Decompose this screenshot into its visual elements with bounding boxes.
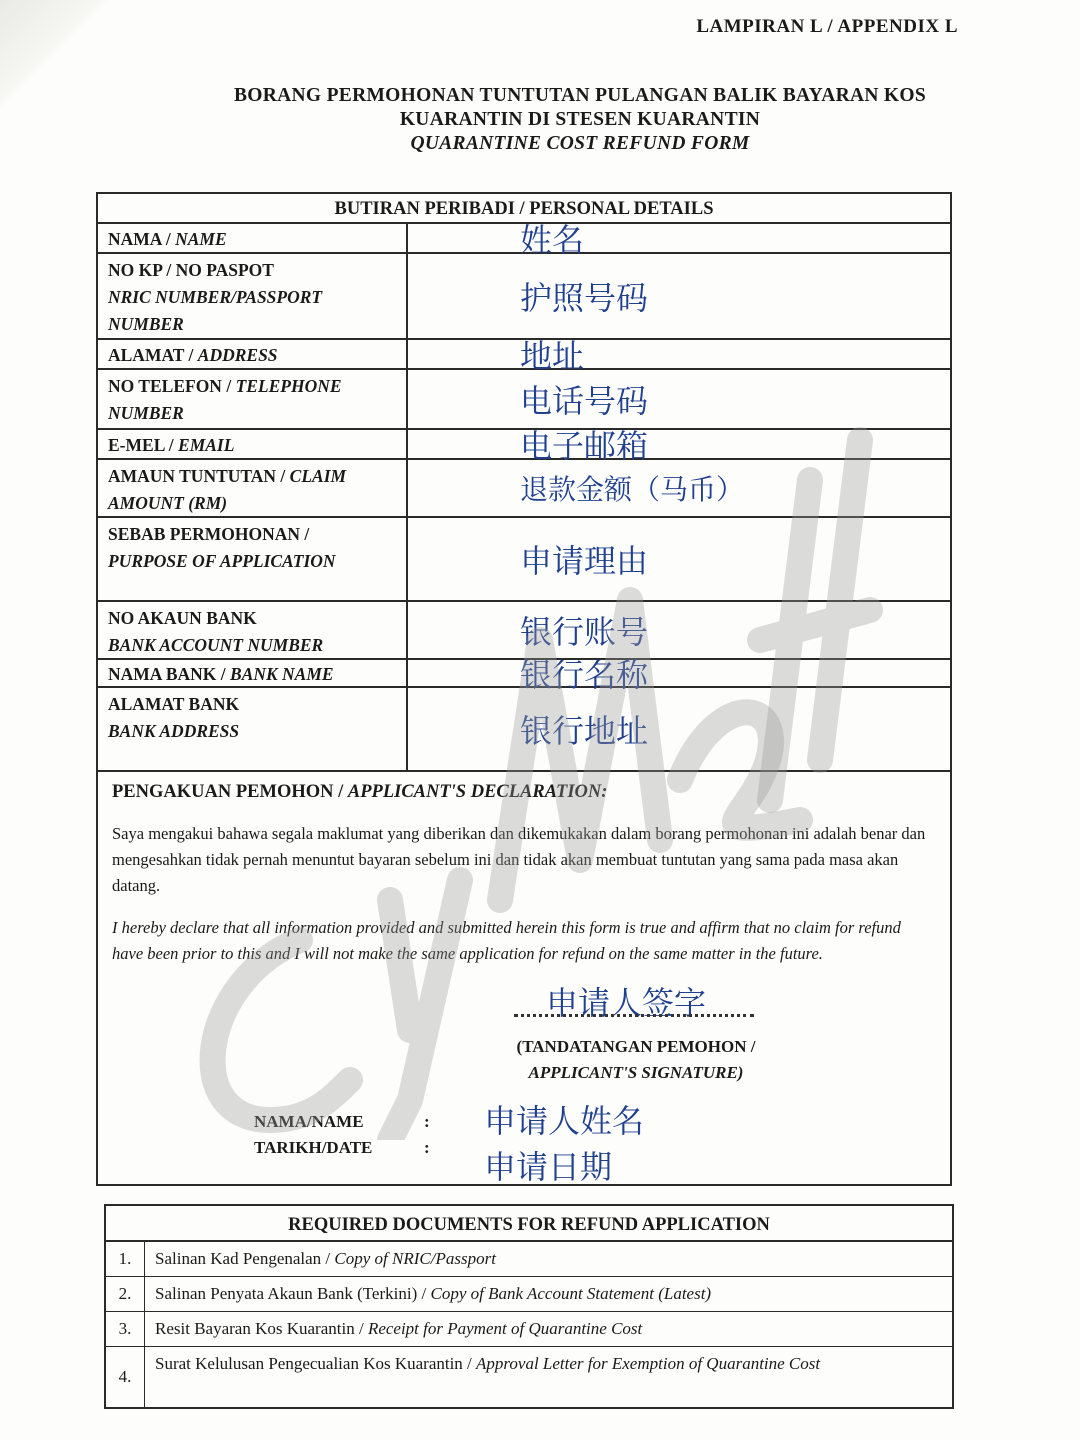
form-title bbox=[120, 84, 1040, 156]
label-passport: NO KP / NO PASPOT NRIC NUMBER/PASSPORT NUMBER bbox=[98, 254, 408, 338]
personal-details-heading: BUTIRAN PERIBADI / PERSONAL DETAILS bbox=[98, 194, 950, 224]
field-address[interactable]: 地址 bbox=[520, 337, 585, 375]
applicant-name-field[interactable]: 申请人姓名 bbox=[484, 1102, 645, 1140]
document-number: 4. bbox=[106, 1347, 145, 1407]
document-text: Surat Kelulusan Pengecualian Kos Kuarantin / Approval Letter for Exemption of Quarantine Cost bbox=[155, 1354, 821, 1373]
field-bank-name[interactable]: 银行名称 bbox=[520, 656, 649, 694]
required-documents-heading: REQUIRED DOCUMENTS FOR REFUND APPLICATION bbox=[106, 1206, 952, 1242]
title-line-2: KUARANTIN DI STESEN KUARANTIN bbox=[399, 109, 761, 130]
row-purpose bbox=[98, 518, 950, 602]
row-name bbox=[98, 221, 950, 259]
title-line-1: BORANG PERMOHONAN TUNTUTAN PULANGAN BALIK BAYARAN KOS bbox=[234, 85, 926, 106]
declaration-section bbox=[98, 772, 950, 1186]
row-claim-amount bbox=[98, 460, 950, 518]
field-passport[interactable]: 护照号码 bbox=[520, 279, 649, 317]
required-documents-section bbox=[104, 1204, 954, 1409]
signature-line bbox=[514, 1014, 754, 1017]
row-address bbox=[98, 337, 950, 375]
field-telephone[interactable]: 电话号码 bbox=[520, 382, 649, 420]
document-text: Salinan Penyata Akaun Bank (Terkini) / Copy of Bank Account Statement (Latest) bbox=[155, 1284, 712, 1303]
label-email: E-MEL / EMAIL bbox=[98, 430, 408, 458]
document-number: 2. bbox=[106, 1277, 145, 1311]
row-email bbox=[98, 427, 950, 465]
label-bank-account: NO AKAUN BANK BANK ACCOUNT NUMBER bbox=[98, 602, 408, 658]
page-corner-fold bbox=[0, 0, 110, 110]
date-label: TARIKH/DATE : bbox=[254, 1138, 430, 1157]
document-item bbox=[106, 1347, 952, 1407]
document-item bbox=[106, 1277, 952, 1312]
document-item bbox=[106, 1242, 952, 1277]
personal-details-section bbox=[96, 192, 952, 1186]
document-text: Resit Bayaran Kos Kuarantin / Receipt for Payment of Quarantine Cost bbox=[155, 1319, 643, 1338]
signature-label: (TANDATANGAN PEMOHON / APPLICANT'S SIGNATURE) bbox=[516, 1037, 756, 1082]
label-address: ALAMAT / ADDRESS bbox=[98, 340, 408, 368]
applicant-name-label: NAMA/NAME : bbox=[254, 1112, 430, 1131]
row-bank-address bbox=[98, 688, 950, 772]
field-email[interactable]: 电子邮箱 bbox=[520, 427, 649, 465]
row-bank-name bbox=[98, 656, 950, 694]
field-bank-account[interactable]: 银行账号 bbox=[520, 613, 649, 651]
declaration-heading: PENGAKUAN PEMOHON / APPLICANT'S DECLARATION: bbox=[112, 782, 608, 802]
declaration-text-en: I hereby declare that all information provided and submitted herein this form is true and affirm that no claim for refund have been prior to this and I will not make the same application for refund on the same matter in the future. bbox=[112, 918, 901, 963]
field-claim-amount[interactable]: 退款金额（马币） bbox=[520, 473, 745, 506]
signature-field[interactable]: 申请人签字 bbox=[546, 984, 707, 1022]
appendix-label: LAMPIRAN L / APPENDIX L bbox=[696, 16, 958, 37]
label-purpose: SEBAB PERMOHONAN / PURPOSE OF APPLICATION bbox=[98, 518, 408, 600]
label-claim-amount: AMAUN TUNTUTAN / CLAIM AMOUNT (RM) bbox=[98, 460, 408, 516]
document-number: 1. bbox=[106, 1242, 145, 1276]
row-passport bbox=[98, 254, 950, 340]
label-bank-name: NAMA BANK / BANK NAME bbox=[98, 660, 408, 686]
document-number: 3. bbox=[106, 1312, 145, 1346]
title-line-3: QUARANTINE COST REFUND FORM bbox=[410, 133, 750, 154]
label-name: NAMA / NAME bbox=[98, 224, 408, 252]
field-name[interactable]: 姓名 bbox=[520, 221, 585, 259]
label-bank-address: ALAMAT BANK BANK ADDRESS bbox=[98, 688, 408, 770]
declaration-text-ms: Saya mengakui bahawa segala maklumat yang diberikan dan dikemukakan dalam borang permohonan ini adalah benar dan mengesahkan tidak pernah menuntut bayaran sebelum ini dan tidak akan membuat tuntutan yang sama pada masa akan datang. bbox=[112, 824, 926, 895]
document-text: Salinan Kad Pengenalan / Copy of NRIC/Passport bbox=[155, 1249, 496, 1268]
document-item bbox=[106, 1312, 952, 1347]
label-telephone: NO TELEFON / TELEPHONE NUMBER bbox=[98, 370, 408, 428]
field-purpose[interactable]: 申请理由 bbox=[520, 542, 649, 580]
date-field[interactable]: 申请日期 bbox=[484, 1148, 613, 1186]
field-bank-address[interactable]: 银行地址 bbox=[520, 712, 649, 750]
